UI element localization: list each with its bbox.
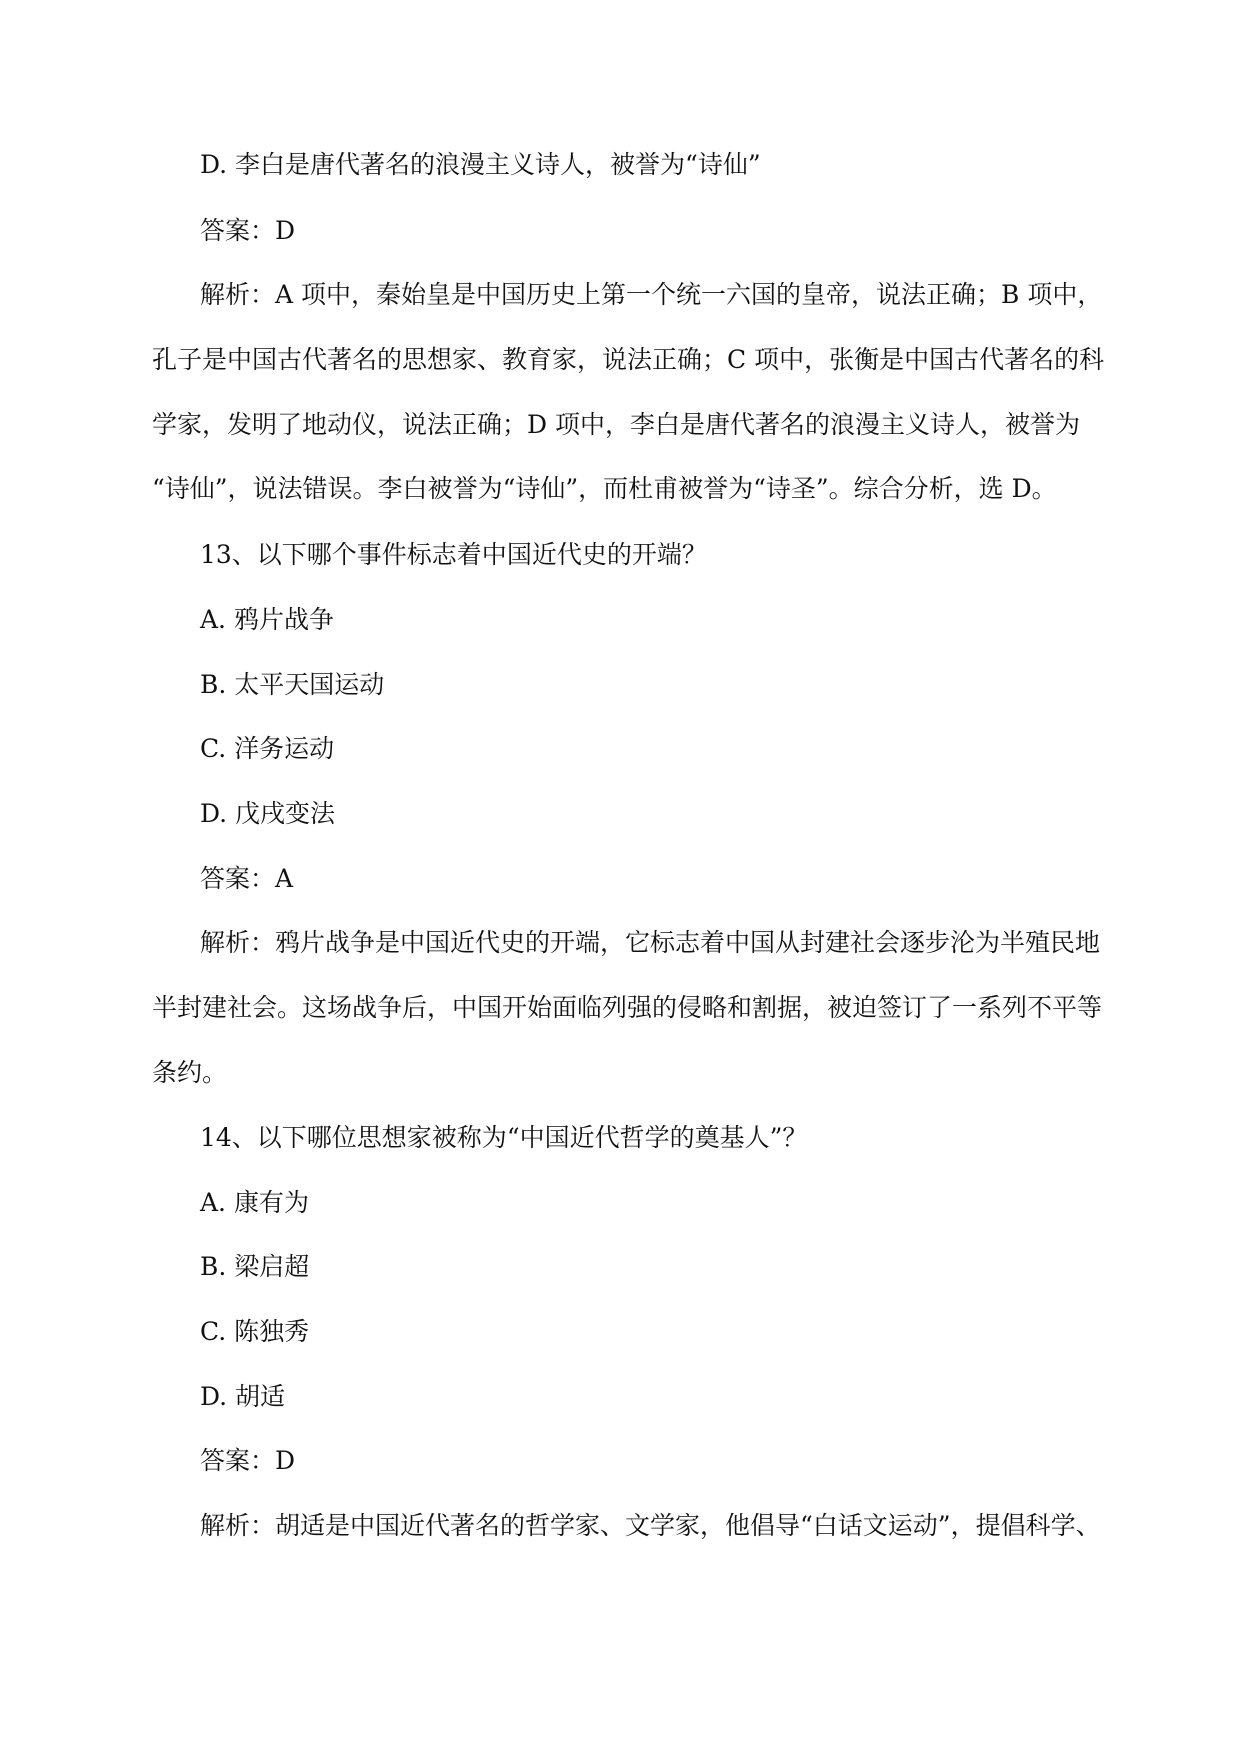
q13-question: 13、以下哪个事件标志着中国近代史的开端？ xyxy=(200,540,707,569)
q14-option-d: D. 胡适 xyxy=(200,1382,286,1411)
q14-option-a: A. 康有为 xyxy=(200,1188,309,1217)
q13-option-b: B. 太平天国运动 xyxy=(200,670,385,699)
q14-question: 14、以下哪位思想家被称为“中国近代哲学的奠基人”？ xyxy=(200,1123,808,1152)
q14-option-b: B. 梁启超 xyxy=(200,1252,310,1281)
q13-answer: 答案：A xyxy=(200,864,294,893)
q12-analysis-line-1: 解析：A 项中，秦始皇是中国历史上第一个统一六国的皇帝，说法正确；B 项中， xyxy=(200,280,1103,309)
q13-analysis-line-1: 解析：鸦片战争是中国近代史的开端，它标志着中国从封建社会逐步沦为半殖民地 xyxy=(200,928,1101,957)
q12-option-d: D. 李白是唐代著名的浪漫主义诗人，被誉为“诗仙” xyxy=(200,150,761,179)
q12-analysis-line-3: 学家，发明了地动仪，说法正确；D 项中，李白是唐代著名的浪漫主义诗人，被誉为 xyxy=(152,410,1080,439)
q12-analysis-line-4: “诗仙”，说法错误。李白被誉为“诗仙”，而杜甫被誉为“诗圣”。综合分析，选 D。 xyxy=(152,474,1057,503)
q12-answer: 答案：D xyxy=(200,216,296,245)
q13-option-c: C. 洋务运动 xyxy=(200,734,335,763)
q13-option-d: D. 戊戌变法 xyxy=(200,799,336,828)
q13-analysis-line-3: 条约。 xyxy=(152,1058,228,1087)
q13-analysis-line-2: 半封建社会。这场战争后，中国开始面临列强的侵略和割据，被迫签订了一系列不平等 xyxy=(152,993,1103,1022)
q13-option-a: A. 鸦片战争 xyxy=(200,605,334,634)
q14-analysis-line-1: 解析：胡适是中国近代著名的哲学家、文学家，他倡导“白话文运动”，提倡科学、 xyxy=(200,1511,1101,1540)
q14-option-c: C. 陈独秀 xyxy=(200,1317,310,1346)
q14-answer: 答案：D xyxy=(200,1446,296,1475)
q12-analysis-line-2: 孔子是中国古代著名的思想家、教育家，说法正确；C 项中，张衡是中国古代著名的科 xyxy=(152,345,1105,374)
